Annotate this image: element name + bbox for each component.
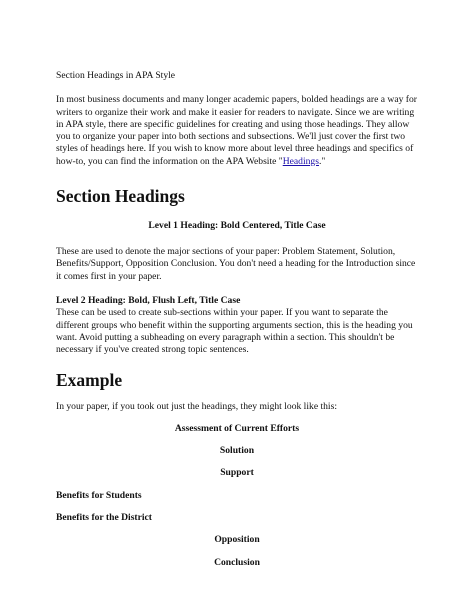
document-page [56,70,418,579]
level1-heading-label: Level 1 Heading: Bold Centered, Title Case [148,220,326,232]
intro-paragraph [56,94,418,168]
example-heading-item: Benefits for Students [56,489,142,501]
level1-description: These are used to denote the major sections of your paper: Problem Statement, Solution, Benefits/Support, Opposition Conclusion. You don't need a heading for the Introduction since it comes first in your paper. [56,246,416,282]
document-title: Section Headings in APA Style [56,70,176,81]
example-headings-list [56,423,418,569]
section-headings-heading: Section Headings [56,186,185,207]
intro-text: In most business documents and many longer academic papers, bolded headings are a way for writers to organize their work and make it easier for readers to navigate. Since we are writing in APA style, there are specific guidelines for creating and using those headings. They allow you to organize your paper into both sections and subsections. We'll just cover the first two styles of headings here. If you wish to know more about level three headings and specifics of how-to, you can find the information on the APA Website " [56,94,417,167]
intro-text-end: ." [318,155,326,167]
level2-heading-label: Level 2 Heading: Bold, Flush Left, Title Case [56,294,241,306]
example-heading-item: Benefits for the District [56,511,152,523]
example-heading-item: Opposition [214,534,260,546]
example-heading-item: Solution [219,445,255,457]
headings-link[interactable]: Headings [282,155,319,167]
example-heading: Example [56,370,123,391]
example-intro: In your paper, if you took out just the headings, they might look like this: [56,401,337,413]
example-heading-item: Assessment of Current Efforts [174,422,300,434]
example-heading-item: Support [220,467,254,479]
example-heading-item: Conclusion [214,556,260,568]
level2-description: These can be used to create sub-sections within your paper. If you want to separate the different groups who benefit within the supporting arguments section, this is the heading you want. Avoid putting a subheading on every paragraph within a section. This shouldn't be necessary if you've created strong topic sentences. [56,307,413,356]
